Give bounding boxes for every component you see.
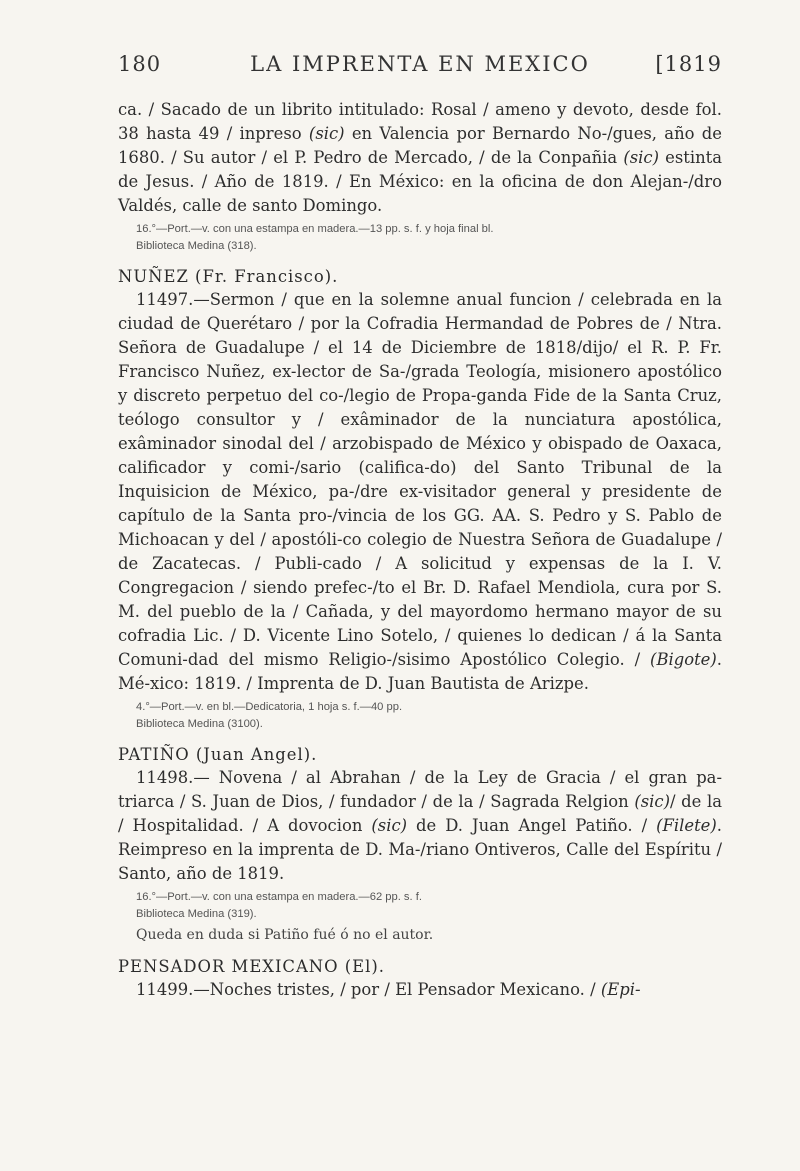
- entry-text: estinta de Jesus. / Año de 1819. / En México: en la oficina de don Alejan-/dro Valdés, calle de santo Domingo.: [118, 148, 722, 215]
- author-heading: NUÑEZ (Fr. Francisco).: [118, 267, 339, 286]
- entry-text: 11497.—Sermon / que en la solemne anual funcion / celebrada en la ciudad de Querétaro / por la Cofradia Hermandad de Pobres de / Ntra. Señora de Guadalupe / el 14 de Diciembre de 1818/dijo/ el R. P. Fr. Francisco Nuñez, ex-lector de Sa-/grada Teología, misionero apostólico y discreto perpetuo del co-/legio de Propa-ganda Fide de la Santa Cruz, teólogo consultor y / exâminador de la nunciatura apostólica, exâminador sinodal del / arzobispado de México y obispado de Oaxaca, calificador y comi-/sario (califica-do) del Santo Tribunal de la Inquisicion de México, pa-/dre ex-visitador general y presidente de capítulo de la Santa pro-/vincia de los GG. AA. S. Pedro y S. Pablo de Michoacan y del / apostóli-co colegio de Nuestra Señora de Guadalupe / de Zacatecas. / Publi-cado / A solicitud y expensas de la I. V. Congregacion / siendo prefec-/to el Br. D. Rafael Mendiola, cura por S. M. del pueblo de la / Cañada, y del mayordomo hermano mayor de su cofradia Lic. / D. Vicente Lino Sotelo, / quienes lo dedican / á la Santa Comuni-dad del mismo Religio-/sisimo Apostólico Colegio. /: [118, 290, 722, 669]
- sic-mark: (sic): [623, 148, 659, 167]
- sic-mark: (sic): [634, 792, 670, 811]
- entry-text: . Mé-xico: 1819. / Imprenta de D. Juan Bautista de Arizpe.: [118, 650, 722, 693]
- editorial-note: Queda en duda si Patiño fué ó no el autor.: [136, 927, 434, 943]
- running-header: [118, 52, 722, 82]
- entry-text: ca. / Sacado de un librito intitulado: Rosal / ameno y devoto, desde fol. 38 hasta 49 / inpreso: [118, 100, 722, 143]
- sic-mark: (sic): [308, 124, 345, 143]
- physical-description: 16.°—Port.—v. con una estampa en madera.—62 pp. s. f.: [136, 891, 422, 903]
- author-heading: PATIÑO (Juan Angel).: [118, 745, 318, 764]
- entry-11497: [118, 288, 722, 696]
- header-year: [1819: [655, 52, 722, 76]
- entry-text: / de la / Hospitalidad. / A dovocion: [118, 792, 723, 835]
- library-reference: Biblioteca Medina (318).: [136, 240, 257, 252]
- entry-text: en Valencia por Bernardo No-/gues, año de 1680. / Su autor / el P. Pedro de Mercado, / de la Conpañia: [118, 124, 722, 167]
- ornament-note: (Filete): [656, 816, 717, 835]
- library-reference: Biblioteca Medina (3100).: [136, 718, 263, 730]
- author-heading: PENSADOR MEXICANO (El).: [118, 957, 385, 976]
- physical-description: 4.°—Port.—v. en bl.—Dedicatoria, 1 hoja s. f.—40 pp.: [136, 701, 403, 713]
- ornament-note: (Bigote): [650, 650, 717, 669]
- entry-text: de D. Juan Angel Patiño. /: [407, 816, 657, 835]
- entry-11499: [118, 978, 722, 1002]
- entry-text: 11498.— Novena / al Abrahan / de la Ley de Gracia / el gran pa-triarca / S. Juan de Dios, / fundador / de la / Sagrada Relgion: [118, 768, 722, 811]
- physical-description: 16.°—Port.—v. con una estampa en madera.—13 pp. s. f. y hoja final bl.: [136, 223, 494, 235]
- ornament-note: (Epi-: [600, 980, 641, 999]
- sic-mark: (sic): [371, 816, 408, 835]
- entry-11498: [118, 766, 722, 886]
- running-title: LA IMPRENTA EN MEXICO: [250, 52, 590, 76]
- entry-continuation: [118, 98, 722, 218]
- entry-text: 11499.—Noches tristes, / por / El Pensador Mexicano. /: [136, 980, 601, 999]
- library-reference: Biblioteca Medina (319).: [136, 908, 257, 920]
- page-content: [118, 98, 722, 1002]
- entry-text: . Reimpreso en la imprenta de D. Ma-/riano Ontiveros, Calle del Espíritu / Santo, año de 1819.: [118, 816, 722, 883]
- page-number: 180: [118, 52, 162, 76]
